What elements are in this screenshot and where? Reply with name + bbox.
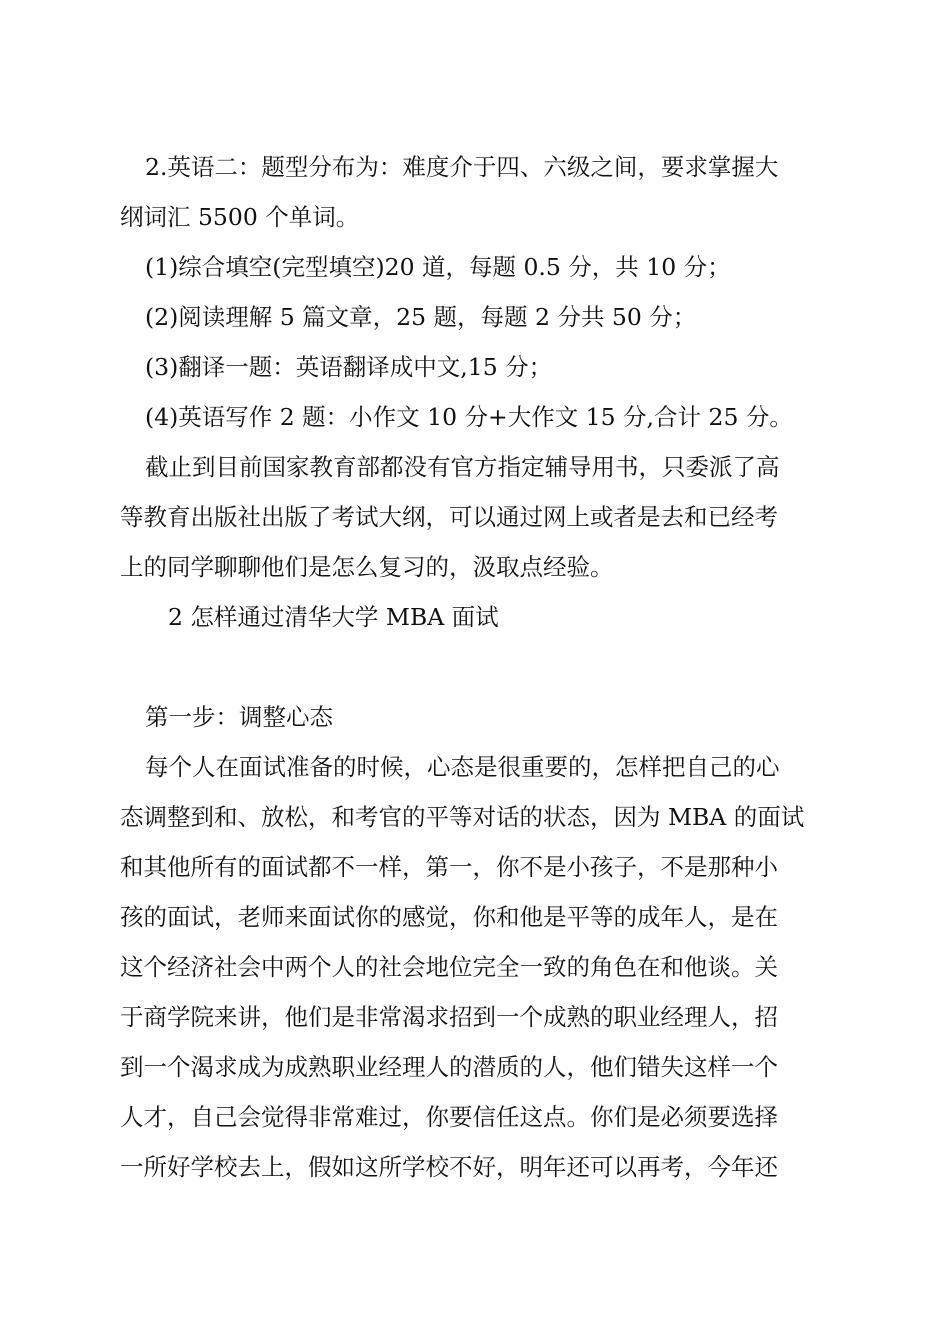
step1-line-9: 一所好学校去上，假如这所学校不好，明年还可以再考，今年还 bbox=[120, 1153, 778, 1181]
english-section-title-line-2: 纲词汇 5500 个单词。 bbox=[120, 203, 360, 231]
english-item-2: (2)阅读理解 5 篇文章，25 题，每题 2 分共 50 分； bbox=[145, 303, 697, 331]
step1-title: 第一步：调整心态 bbox=[145, 703, 333, 731]
step1-line-1: 每个人在面试准备的时候，心态是很重要的，怎样把自己的心 bbox=[145, 753, 780, 781]
step1-line-7: 到一个渴求成为成熟职业经理人的潜质的人，他们错失这样一个 bbox=[120, 1053, 778, 1081]
interview-section-heading: 2 怎样通过清华大学 MBA 面试 bbox=[168, 603, 499, 631]
step1-line-3: 和其他所有的面试都不一样，第一，你不是小孩子，不是那种小 bbox=[120, 853, 778, 881]
english-item-4: (4)英语写作 2 题：小作文 10 分+大作文 15 分,合计 25 分。 bbox=[145, 403, 793, 431]
english-note-line-1: 截止到目前国家教育部都没有官方指定辅导用书，只委派了高 bbox=[145, 453, 780, 481]
step1-line-8: 人才，自己会觉得非常难过，你要信任这点。你们是必须要选择 bbox=[120, 1103, 778, 1131]
english-note-line-3: 上的同学聊聊他们是怎么复习的，汲取点经验。 bbox=[120, 553, 614, 581]
english-section-title-line-1: 2.英语二：题型分布为：难度介于四、六级之间，要求掌握大 bbox=[145, 153, 779, 181]
english-item-3: (3)翻译一题：英语翻译成中文,15 分； bbox=[145, 353, 553, 381]
step1-line-2: 态调整到和、放松，和考官的平等对话的状态，因为 MBA 的面试 bbox=[120, 803, 805, 831]
english-note-line-2: 等教育出版社出版了考试大纲，可以通过网上或者是去和已经考 bbox=[120, 503, 778, 531]
step1-line-5: 这个经济社会中两个人的社会地位完全一致的角色在和他谈。关 bbox=[120, 953, 778, 981]
step1-line-4: 孩的面试，老师来面试你的感觉，你和他是平等的成年人，是在 bbox=[120, 903, 778, 931]
step1-line-6: 于商学院来讲，他们是非常渴求招到一个成熟的职业经理人，招 bbox=[120, 1003, 778, 1031]
english-item-1: (1)综合填空(完型填空)20 道，每题 0.5 分，共 10 分； bbox=[145, 253, 731, 281]
